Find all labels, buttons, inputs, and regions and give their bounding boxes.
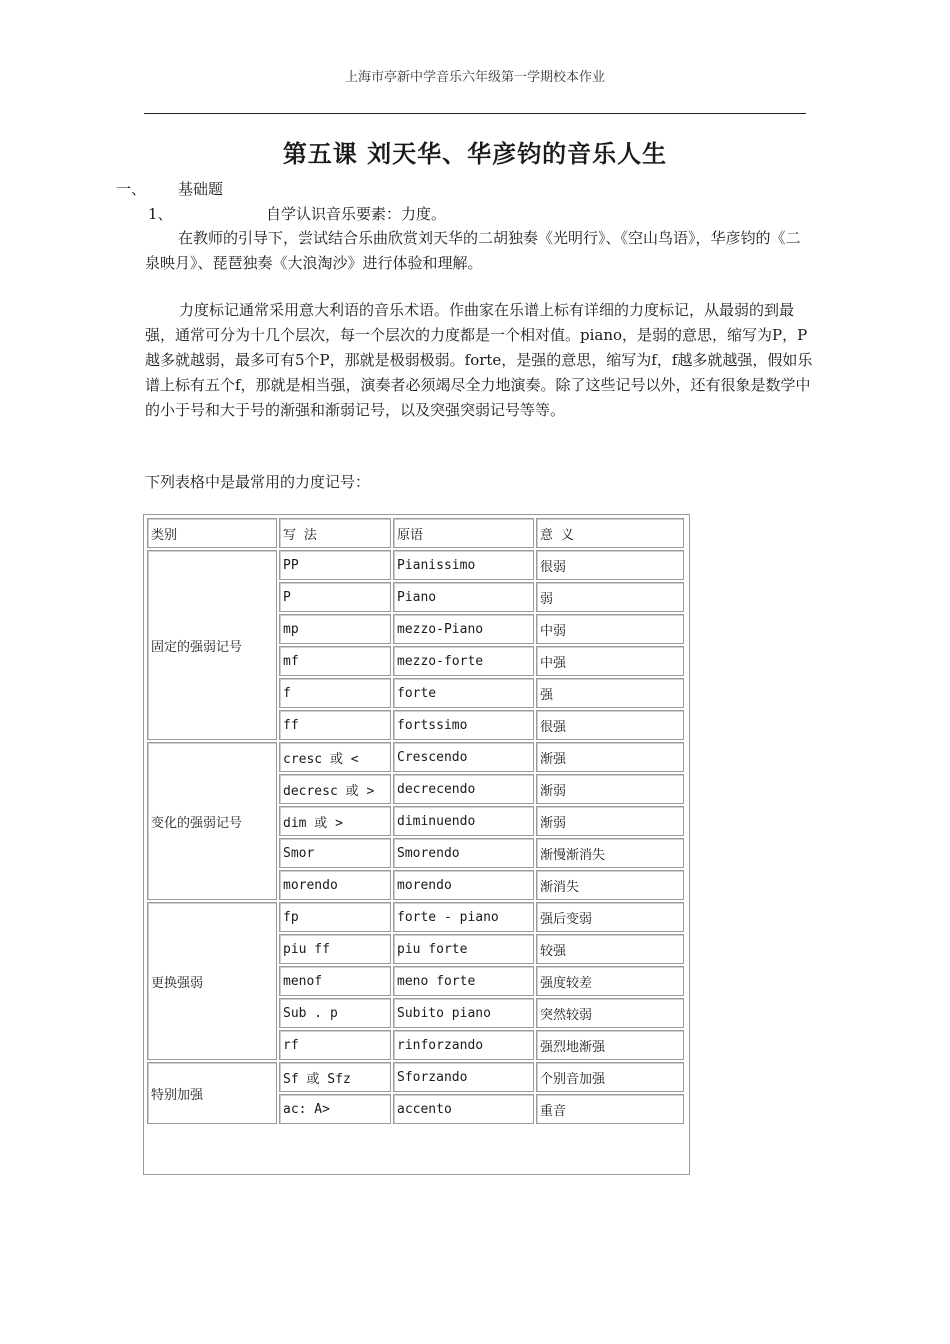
- notation-cell: ac: A>: [279, 1094, 391, 1124]
- meaning-cell: 中强: [536, 646, 684, 676]
- meaning-cell: 渐弱: [536, 774, 684, 804]
- meaning-cell: 渐弱: [536, 806, 684, 836]
- notation-cell: morendo: [279, 870, 391, 900]
- header-rule: [144, 113, 806, 114]
- category-cell: 固定的强弱记号: [147, 550, 277, 740]
- lesson-title: 第五课 刘天华、华彦钧的音乐人生: [282, 140, 668, 168]
- meaning-cell: 渐消失: [536, 870, 684, 900]
- meaning-cell: 强: [536, 678, 684, 708]
- notation-cell: Sub . p: [279, 998, 391, 1028]
- original-term-cell: Subito piano: [393, 998, 534, 1028]
- notation-cell: mp: [279, 614, 391, 644]
- dynamics-table: [145, 516, 686, 1126]
- original-term-cell: forte - piano: [393, 902, 534, 932]
- page-header: 上海市亭新中学音乐六年级第一学期校本作业: [344, 70, 605, 85]
- meaning-cell: 重音: [536, 1094, 684, 1124]
- meaning-cell: 较强: [536, 934, 684, 964]
- original-term-cell: meno forte: [393, 966, 534, 996]
- meaning-cell: 强后变弱: [536, 902, 684, 932]
- notation-cell: cresc 或 <: [279, 742, 391, 772]
- notation-cell: mf: [279, 646, 391, 676]
- table-row: [147, 1062, 684, 1092]
- meaning-cell: 渐强: [536, 742, 684, 772]
- original-term-cell: diminuendo: [393, 806, 534, 836]
- meaning-cell: 渐慢渐消失: [536, 838, 684, 868]
- original-term-cell: mezzo-Piano: [393, 614, 534, 644]
- original-term-cell: piu forte: [393, 934, 534, 964]
- meaning-cell: 很弱: [536, 550, 684, 580]
- notation-cell: rf: [279, 1030, 391, 1060]
- notation-cell: PP: [279, 550, 391, 580]
- header-notation: 写 法: [279, 518, 391, 548]
- notation-cell: decresc 或 >: [279, 774, 391, 804]
- table-row: [147, 902, 684, 932]
- meaning-cell: 个别音加强: [536, 1062, 684, 1092]
- meaning-cell: 强烈地渐强: [536, 1030, 684, 1060]
- meaning-cell: 中弱: [536, 614, 684, 644]
- meaning-cell: 很强: [536, 710, 684, 740]
- category-cell: 特别加强: [147, 1062, 277, 1124]
- notation-cell: P: [279, 582, 391, 612]
- item-label: 自学认识音乐要素：力度。: [266, 205, 447, 223]
- meaning-cell: 强度较差: [536, 966, 684, 996]
- notation-cell: menof: [279, 966, 391, 996]
- section-label: 基础题: [178, 180, 224, 198]
- table-intro: 下列表格中是最常用的力度记号：: [145, 473, 371, 491]
- original-term-cell: rinforzando: [393, 1030, 534, 1060]
- category-cell: 变化的强弱记号: [147, 742, 277, 900]
- notation-cell: Smor: [279, 838, 391, 868]
- original-term-cell: Piano: [393, 582, 534, 612]
- notation-cell: piu ff: [279, 934, 391, 964]
- dynamics-paragraph: 力度标记通常采用意大利语的音乐术语。作曲家在乐谱上标有详细的力度标记，从最弱的到最强，通常可分为十几个层次，每一个层次的力度都是一个相对值。piano，是弱的意思，缩写为P，P越多就越弱，最多可有5个P，那就是极弱极弱。forte，是强的意思，缩写为f，f越多就越强，假如乐谱上标有五个f，那就是相当强，演奏者必须竭尽全力地演奏。除了这些记号以外，还有很象是数学中的小于号和大于号的渐强和渐弱记号，以及突强突弱记号等等。: [145, 301, 813, 419]
- original-term-cell: morendo: [393, 870, 534, 900]
- original-term-cell: Sforzando: [393, 1062, 534, 1092]
- table-row: [147, 742, 684, 772]
- original-term-cell: forte: [393, 678, 534, 708]
- original-term-cell: Pianissimo: [393, 550, 534, 580]
- original-term-cell: Smorendo: [393, 838, 534, 868]
- original-term-cell: accento: [393, 1094, 534, 1124]
- original-term-cell: mezzo-forte: [393, 646, 534, 676]
- category-cell: 更换强弱: [147, 902, 277, 1060]
- notation-cell: Sf 或 Sfz: [279, 1062, 391, 1092]
- original-term-cell: decrecendo: [393, 774, 534, 804]
- item-number: 1、: [148, 205, 173, 223]
- notation-cell: f: [279, 678, 391, 708]
- dynamics-table-frame: [143, 514, 690, 1175]
- meaning-cell: 突然较弱: [536, 998, 684, 1028]
- original-term-cell: Crescendo: [393, 742, 534, 772]
- meaning-cell: 弱: [536, 582, 684, 612]
- notation-cell: fp: [279, 902, 391, 932]
- table-row: [147, 550, 684, 580]
- header-category: 类别: [147, 518, 277, 548]
- intro-paragraph: 在教师的引导下，尝试结合乐曲欣赏刘天华的二胡独奏《光明行》、《空山鸟语》，华彦钧的《二泉映月》、琵琶独奏《大浪淘沙》进行体验和理解。: [145, 229, 801, 272]
- original-term-cell: fortssimo: [393, 710, 534, 740]
- table-header-row: [147, 518, 684, 548]
- notation-cell: dim 或 >: [279, 806, 391, 836]
- section-number: 一、: [116, 180, 147, 198]
- header-meaning: 意 义: [536, 518, 684, 548]
- header-original: 原语: [393, 518, 534, 548]
- notation-cell: ff: [279, 710, 391, 740]
